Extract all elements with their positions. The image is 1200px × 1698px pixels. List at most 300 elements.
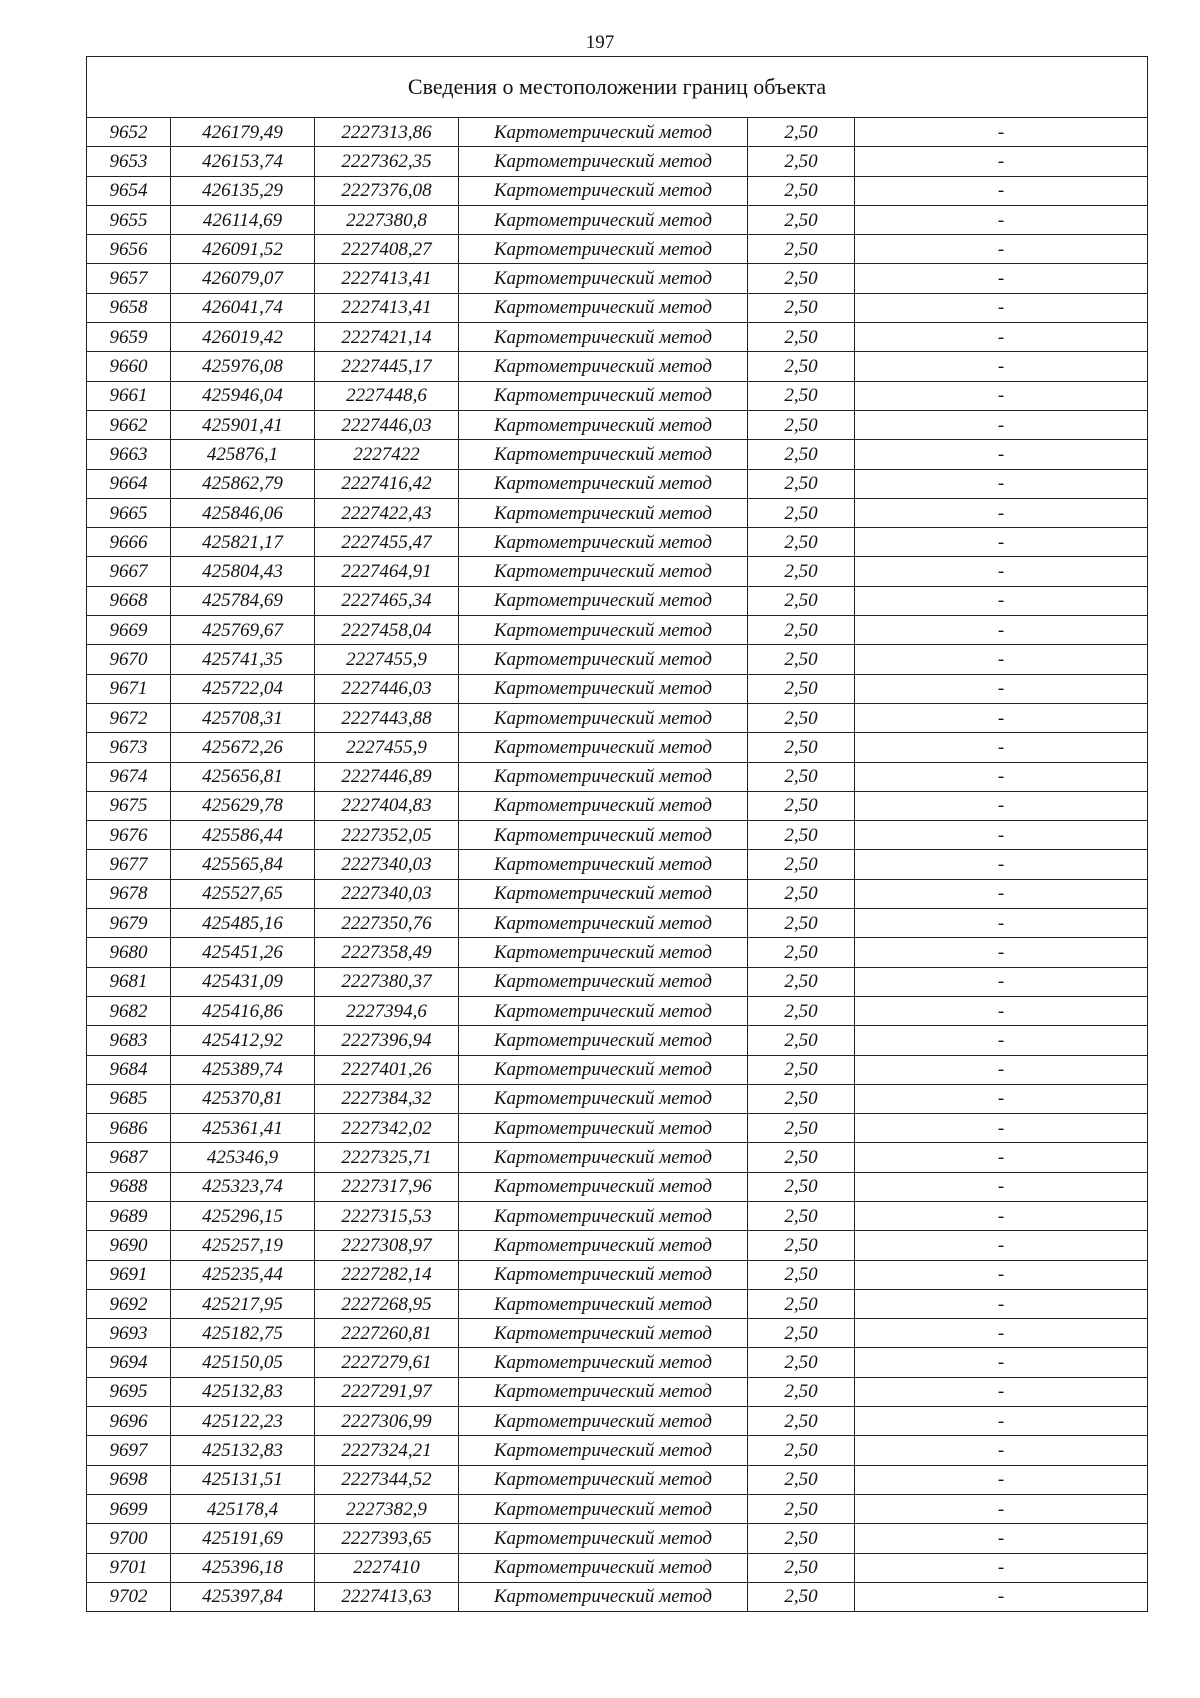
- y-coordinate-cell: 2227315,53: [315, 1201, 459, 1230]
- note-cell: -: [855, 879, 1148, 908]
- note-cell: -: [855, 1143, 1148, 1172]
- point-number-cell: 9698: [87, 1465, 171, 1494]
- point-number-cell: 9688: [87, 1172, 171, 1201]
- method-cell: Картометрический метод: [459, 1407, 748, 1436]
- note-cell: -: [855, 703, 1148, 732]
- point-number-cell: 9695: [87, 1377, 171, 1406]
- method-cell: Картометрический метод: [459, 879, 748, 908]
- method-cell: Картометрический метод: [459, 1319, 748, 1348]
- y-coordinate-cell: 2227382,9: [315, 1494, 459, 1523]
- method-cell: Картометрический метод: [459, 323, 748, 352]
- method-cell: Картометрический метод: [459, 1524, 748, 1553]
- page-number: 197: [585, 32, 615, 53]
- table-row: [87, 1407, 1148, 1436]
- table-row: [87, 938, 1148, 967]
- precision-cell: 2,50: [748, 586, 855, 615]
- precision-cell: 2,50: [748, 821, 855, 850]
- x-coordinate-cell: 425178,4: [171, 1494, 315, 1523]
- precision-cell: 2,50: [748, 469, 855, 498]
- x-coordinate-cell: 425976,08: [171, 352, 315, 381]
- method-cell: Картометрический метод: [459, 498, 748, 527]
- y-coordinate-cell: 2227394,6: [315, 996, 459, 1025]
- x-coordinate-cell: 425182,75: [171, 1319, 315, 1348]
- precision-cell: 2,50: [748, 1143, 855, 1172]
- table-row: [87, 1289, 1148, 1318]
- x-coordinate-cell: 425370,81: [171, 1084, 315, 1113]
- y-coordinate-cell: 2227408,27: [315, 235, 459, 264]
- precision-cell: 2,50: [748, 1553, 855, 1582]
- y-coordinate-cell: 2227380,37: [315, 967, 459, 996]
- note-cell: -: [855, 909, 1148, 938]
- table-row: [87, 616, 1148, 645]
- note-cell: -: [855, 674, 1148, 703]
- method-cell: Картометрический метод: [459, 440, 748, 469]
- note-cell: -: [855, 469, 1148, 498]
- x-coordinate-cell: 425741,35: [171, 645, 315, 674]
- x-coordinate-cell: 425132,83: [171, 1436, 315, 1465]
- note-cell: -: [855, 1260, 1148, 1289]
- table-row: [87, 996, 1148, 1025]
- table-row: [87, 293, 1148, 322]
- point-number-cell: 9690: [87, 1231, 171, 1260]
- table-row: [87, 1553, 1148, 1582]
- table-row: [87, 469, 1148, 498]
- precision-cell: 2,50: [748, 118, 855, 147]
- point-number-cell: 9674: [87, 762, 171, 791]
- y-coordinate-cell: 2227325,71: [315, 1143, 459, 1172]
- precision-cell: 2,50: [748, 147, 855, 176]
- table-row: [87, 1436, 1148, 1465]
- table-row: [87, 1377, 1148, 1406]
- table-row: [87, 586, 1148, 615]
- precision-cell: 2,50: [748, 996, 855, 1025]
- y-coordinate-cell: 2227384,32: [315, 1084, 459, 1113]
- method-cell: Картометрический метод: [459, 469, 748, 498]
- y-coordinate-cell: 2227260,81: [315, 1319, 459, 1348]
- precision-cell: 2,50: [748, 293, 855, 322]
- point-number-cell: 9697: [87, 1436, 171, 1465]
- precision-cell: 2,50: [748, 264, 855, 293]
- table-title: Сведения о местоположении границ объекта: [87, 57, 1148, 118]
- precision-cell: 2,50: [748, 762, 855, 791]
- precision-cell: 2,50: [748, 1026, 855, 1055]
- precision-cell: 2,50: [748, 1172, 855, 1201]
- x-coordinate-cell: 425431,09: [171, 967, 315, 996]
- point-number-cell: 9677: [87, 850, 171, 879]
- method-cell: Картометрический метод: [459, 293, 748, 322]
- x-coordinate-cell: 425122,23: [171, 1407, 315, 1436]
- method-cell: Картометрический метод: [459, 1348, 748, 1377]
- x-coordinate-cell: 425901,41: [171, 410, 315, 439]
- note-cell: -: [855, 1289, 1148, 1318]
- precision-cell: 2,50: [748, 1407, 855, 1436]
- note-cell: -: [855, 440, 1148, 469]
- method-cell: Картометрический метод: [459, 264, 748, 293]
- method-cell: Картометрический метод: [459, 557, 748, 586]
- method-cell: Картометрический метод: [459, 996, 748, 1025]
- table-row: [87, 264, 1148, 293]
- method-cell: Картометрический метод: [459, 1494, 748, 1523]
- note-cell: -: [855, 1407, 1148, 1436]
- point-number-cell: 9663: [87, 440, 171, 469]
- point-number-cell: 9657: [87, 264, 171, 293]
- precision-cell: 2,50: [748, 528, 855, 557]
- y-coordinate-cell: 2227448,6: [315, 381, 459, 410]
- y-coordinate-cell: 2227340,03: [315, 879, 459, 908]
- note-cell: -: [855, 1201, 1148, 1230]
- point-number-cell: 9683: [87, 1026, 171, 1055]
- precision-cell: 2,50: [748, 645, 855, 674]
- note-cell: -: [855, 205, 1148, 234]
- point-number-cell: 9665: [87, 498, 171, 527]
- note-cell: -: [855, 733, 1148, 762]
- precision-cell: 2,50: [748, 1289, 855, 1318]
- table-row: [87, 1201, 1148, 1230]
- x-coordinate-cell: 426135,29: [171, 176, 315, 205]
- point-number-cell: 9684: [87, 1055, 171, 1084]
- note-cell: -: [855, 1348, 1148, 1377]
- method-cell: Картометрический метод: [459, 1172, 748, 1201]
- y-coordinate-cell: 2227401,26: [315, 1055, 459, 1084]
- point-number-cell: 9656: [87, 235, 171, 264]
- point-number-cell: 9678: [87, 879, 171, 908]
- note-cell: -: [855, 264, 1148, 293]
- note-cell: -: [855, 967, 1148, 996]
- point-number-cell: 9654: [87, 176, 171, 205]
- point-number-cell: 9673: [87, 733, 171, 762]
- note-cell: -: [855, 1084, 1148, 1113]
- note-cell: -: [855, 293, 1148, 322]
- point-number-cell: 9659: [87, 323, 171, 352]
- table-row: [87, 674, 1148, 703]
- y-coordinate-cell: 2227458,04: [315, 616, 459, 645]
- y-coordinate-cell: 2227445,17: [315, 352, 459, 381]
- precision-cell: 2,50: [748, 616, 855, 645]
- y-coordinate-cell: 2227455,9: [315, 733, 459, 762]
- point-number-cell: 9682: [87, 996, 171, 1025]
- point-number-cell: 9692: [87, 1289, 171, 1318]
- method-cell: Картометрический метод: [459, 1465, 748, 1494]
- y-coordinate-cell: 2227421,14: [315, 323, 459, 352]
- method-cell: Картометрический метод: [459, 791, 748, 820]
- table-row: [87, 1055, 1148, 1084]
- table-row: [87, 1026, 1148, 1055]
- point-number-cell: 9685: [87, 1084, 171, 1113]
- point-number-cell: 9661: [87, 381, 171, 410]
- precision-cell: 2,50: [748, 1582, 855, 1611]
- method-cell: Картометрический метод: [459, 235, 748, 264]
- note-cell: -: [855, 586, 1148, 615]
- table-row: [87, 821, 1148, 850]
- y-coordinate-cell: 2227317,96: [315, 1172, 459, 1201]
- table-row: [87, 147, 1148, 176]
- x-coordinate-cell: 425257,19: [171, 1231, 315, 1260]
- table-row: [87, 703, 1148, 732]
- table-row: [87, 118, 1148, 147]
- table-row: [87, 1143, 1148, 1172]
- y-coordinate-cell: 2227446,03: [315, 674, 459, 703]
- method-cell: Картометрический метод: [459, 1084, 748, 1113]
- point-number-cell: 9660: [87, 352, 171, 381]
- method-cell: Картометрический метод: [459, 1260, 748, 1289]
- x-coordinate-cell: 425396,18: [171, 1553, 315, 1582]
- note-cell: -: [855, 323, 1148, 352]
- table-row: [87, 205, 1148, 234]
- table-row: [87, 381, 1148, 410]
- method-cell: Картометрический метод: [459, 381, 748, 410]
- precision-cell: 2,50: [748, 498, 855, 527]
- table-row: [87, 967, 1148, 996]
- x-coordinate-cell: 425565,84: [171, 850, 315, 879]
- point-number-cell: 9680: [87, 938, 171, 967]
- table-row: [87, 557, 1148, 586]
- precision-cell: 2,50: [748, 938, 855, 967]
- note-cell: -: [855, 498, 1148, 527]
- method-cell: Картометрический метод: [459, 645, 748, 674]
- y-coordinate-cell: 2227464,91: [315, 557, 459, 586]
- point-number-cell: 9701: [87, 1553, 171, 1582]
- y-coordinate-cell: 2227443,88: [315, 703, 459, 732]
- method-cell: Картометрический метод: [459, 205, 748, 234]
- method-cell: Картометрический метод: [459, 1553, 748, 1582]
- precision-cell: 2,50: [748, 674, 855, 703]
- point-number-cell: 9658: [87, 293, 171, 322]
- x-coordinate-cell: 425804,43: [171, 557, 315, 586]
- point-number-cell: 9687: [87, 1143, 171, 1172]
- method-cell: Картометрический метод: [459, 176, 748, 205]
- point-number-cell: 9699: [87, 1494, 171, 1523]
- x-coordinate-cell: 425769,67: [171, 616, 315, 645]
- note-cell: -: [855, 1114, 1148, 1143]
- table-row: [87, 498, 1148, 527]
- method-cell: Картометрический метод: [459, 352, 748, 381]
- point-number-cell: 9686: [87, 1114, 171, 1143]
- table-row: [87, 1231, 1148, 1260]
- y-coordinate-cell: 2227465,34: [315, 586, 459, 615]
- method-cell: Картометрический метод: [459, 147, 748, 176]
- table-title-row: [87, 57, 1148, 118]
- x-coordinate-cell: 425656,81: [171, 762, 315, 791]
- x-coordinate-cell: 425527,65: [171, 879, 315, 908]
- method-cell: Картометрический метод: [459, 967, 748, 996]
- method-cell: Картометрический метод: [459, 586, 748, 615]
- method-cell: Картометрический метод: [459, 674, 748, 703]
- y-coordinate-cell: 2227404,83: [315, 791, 459, 820]
- note-cell: -: [855, 1436, 1148, 1465]
- method-cell: Картометрический метод: [459, 410, 748, 439]
- x-coordinate-cell: 425217,95: [171, 1289, 315, 1318]
- x-coordinate-cell: 425821,17: [171, 528, 315, 557]
- precision-cell: 2,50: [748, 381, 855, 410]
- x-coordinate-cell: 425672,26: [171, 733, 315, 762]
- y-coordinate-cell: 2227268,95: [315, 1289, 459, 1318]
- table-row: [87, 440, 1148, 469]
- note-cell: -: [855, 118, 1148, 147]
- precision-cell: 2,50: [748, 1084, 855, 1113]
- y-coordinate-cell: 2227416,42: [315, 469, 459, 498]
- table-row: [87, 1494, 1148, 1523]
- x-coordinate-cell: 425862,79: [171, 469, 315, 498]
- precision-cell: 2,50: [748, 1260, 855, 1289]
- x-coordinate-cell: 426079,07: [171, 264, 315, 293]
- x-coordinate-cell: 425389,74: [171, 1055, 315, 1084]
- x-coordinate-cell: 426179,49: [171, 118, 315, 147]
- table-body: [87, 118, 1148, 1612]
- y-coordinate-cell: 2227344,52: [315, 1465, 459, 1494]
- y-coordinate-cell: 2227308,97: [315, 1231, 459, 1260]
- y-coordinate-cell: 2227324,21: [315, 1436, 459, 1465]
- point-number-cell: 9691: [87, 1260, 171, 1289]
- note-cell: -: [855, 1231, 1148, 1260]
- method-cell: Картометрический метод: [459, 1114, 748, 1143]
- note-cell: -: [855, 557, 1148, 586]
- note-cell: -: [855, 410, 1148, 439]
- point-number-cell: 9669: [87, 616, 171, 645]
- method-cell: Картометрический метод: [459, 1026, 748, 1055]
- note-cell: -: [855, 352, 1148, 381]
- method-cell: Картометрический метод: [459, 821, 748, 850]
- method-cell: Картометрический метод: [459, 1201, 748, 1230]
- x-coordinate-cell: 425722,04: [171, 674, 315, 703]
- point-number-cell: 9671: [87, 674, 171, 703]
- y-coordinate-cell: 2227446,03: [315, 410, 459, 439]
- y-coordinate-cell: 2227413,41: [315, 264, 459, 293]
- x-coordinate-cell: 425132,83: [171, 1377, 315, 1406]
- method-cell: Картометрический метод: [459, 528, 748, 557]
- precision-cell: 2,50: [748, 1114, 855, 1143]
- note-cell: -: [855, 1494, 1148, 1523]
- boundary-coordinates-table: [86, 56, 1148, 1612]
- y-coordinate-cell: 2227350,76: [315, 909, 459, 938]
- precision-cell: 2,50: [748, 791, 855, 820]
- x-coordinate-cell: 425191,69: [171, 1524, 315, 1553]
- note-cell: -: [855, 821, 1148, 850]
- note-cell: -: [855, 1465, 1148, 1494]
- y-coordinate-cell: 2227313,86: [315, 118, 459, 147]
- point-number-cell: 9672: [87, 703, 171, 732]
- point-number-cell: 9655: [87, 205, 171, 234]
- x-coordinate-cell: 425397,84: [171, 1582, 315, 1611]
- x-coordinate-cell: 425708,31: [171, 703, 315, 732]
- note-cell: -: [855, 996, 1148, 1025]
- x-coordinate-cell: 425235,44: [171, 1260, 315, 1289]
- method-cell: Картометрический метод: [459, 938, 748, 967]
- point-number-cell: 9702: [87, 1582, 171, 1611]
- precision-cell: 2,50: [748, 1377, 855, 1406]
- y-coordinate-cell: 2227413,41: [315, 293, 459, 322]
- precision-cell: 2,50: [748, 850, 855, 879]
- precision-cell: 2,50: [748, 1494, 855, 1523]
- table-row: [87, 1465, 1148, 1494]
- method-cell: Картометрический метод: [459, 616, 748, 645]
- precision-cell: 2,50: [748, 323, 855, 352]
- x-coordinate-cell: 425323,74: [171, 1172, 315, 1201]
- table-row: [87, 733, 1148, 762]
- precision-cell: 2,50: [748, 703, 855, 732]
- method-cell: Картометрический метод: [459, 1436, 748, 1465]
- note-cell: -: [855, 235, 1148, 264]
- x-coordinate-cell: 425629,78: [171, 791, 315, 820]
- x-coordinate-cell: 425876,1: [171, 440, 315, 469]
- point-number-cell: 9670: [87, 645, 171, 674]
- x-coordinate-cell: 426114,69: [171, 205, 315, 234]
- note-cell: -: [855, 1553, 1148, 1582]
- table-row: [87, 909, 1148, 938]
- point-number-cell: 9675: [87, 791, 171, 820]
- note-cell: -: [855, 176, 1148, 205]
- y-coordinate-cell: 2227455,9: [315, 645, 459, 674]
- table-row: [87, 352, 1148, 381]
- note-cell: -: [855, 381, 1148, 410]
- point-number-cell: 9694: [87, 1348, 171, 1377]
- point-number-cell: 9679: [87, 909, 171, 938]
- point-number-cell: 9667: [87, 557, 171, 586]
- precision-cell: 2,50: [748, 235, 855, 264]
- note-cell: -: [855, 1582, 1148, 1611]
- note-cell: -: [855, 762, 1148, 791]
- x-coordinate-cell: 425784,69: [171, 586, 315, 615]
- note-cell: -: [855, 1524, 1148, 1553]
- precision-cell: 2,50: [748, 1436, 855, 1465]
- y-coordinate-cell: 2227413,63: [315, 1582, 459, 1611]
- table-row: [87, 1260, 1148, 1289]
- precision-cell: 2,50: [748, 1201, 855, 1230]
- note-cell: -: [855, 1026, 1148, 1055]
- table-row: [87, 791, 1148, 820]
- table-row: [87, 762, 1148, 791]
- y-coordinate-cell: 2227422,43: [315, 498, 459, 527]
- precision-cell: 2,50: [748, 733, 855, 762]
- point-number-cell: 9681: [87, 967, 171, 996]
- point-number-cell: 9676: [87, 821, 171, 850]
- method-cell: Картометрический метод: [459, 703, 748, 732]
- table-row: [87, 1084, 1148, 1113]
- note-cell: -: [855, 1055, 1148, 1084]
- x-coordinate-cell: 425416,86: [171, 996, 315, 1025]
- x-coordinate-cell: 426091,52: [171, 235, 315, 264]
- precision-cell: 2,50: [748, 205, 855, 234]
- precision-cell: 2,50: [748, 1465, 855, 1494]
- precision-cell: 2,50: [748, 1319, 855, 1348]
- x-coordinate-cell: 425346,9: [171, 1143, 315, 1172]
- x-coordinate-cell: 426041,74: [171, 293, 315, 322]
- point-number-cell: 9700: [87, 1524, 171, 1553]
- precision-cell: 2,50: [748, 557, 855, 586]
- method-cell: Картометрический метод: [459, 1582, 748, 1611]
- note-cell: -: [855, 147, 1148, 176]
- note-cell: -: [855, 1319, 1148, 1348]
- precision-cell: 2,50: [748, 1231, 855, 1260]
- note-cell: -: [855, 791, 1148, 820]
- method-cell: Картометрический метод: [459, 762, 748, 791]
- x-coordinate-cell: 425451,26: [171, 938, 315, 967]
- method-cell: Картометрический метод: [459, 118, 748, 147]
- table-row: [87, 879, 1148, 908]
- table-row: [87, 1172, 1148, 1201]
- x-coordinate-cell: 426019,42: [171, 323, 315, 352]
- precision-cell: 2,50: [748, 879, 855, 908]
- x-coordinate-cell: 425846,06: [171, 498, 315, 527]
- y-coordinate-cell: 2227358,49: [315, 938, 459, 967]
- y-coordinate-cell: 2227306,99: [315, 1407, 459, 1436]
- point-number-cell: 9664: [87, 469, 171, 498]
- y-coordinate-cell: 2227410: [315, 1553, 459, 1582]
- y-coordinate-cell: 2227352,05: [315, 821, 459, 850]
- table-row: [87, 235, 1148, 264]
- method-cell: Картометрический метод: [459, 1055, 748, 1084]
- precision-cell: 2,50: [748, 440, 855, 469]
- table-row: [87, 850, 1148, 879]
